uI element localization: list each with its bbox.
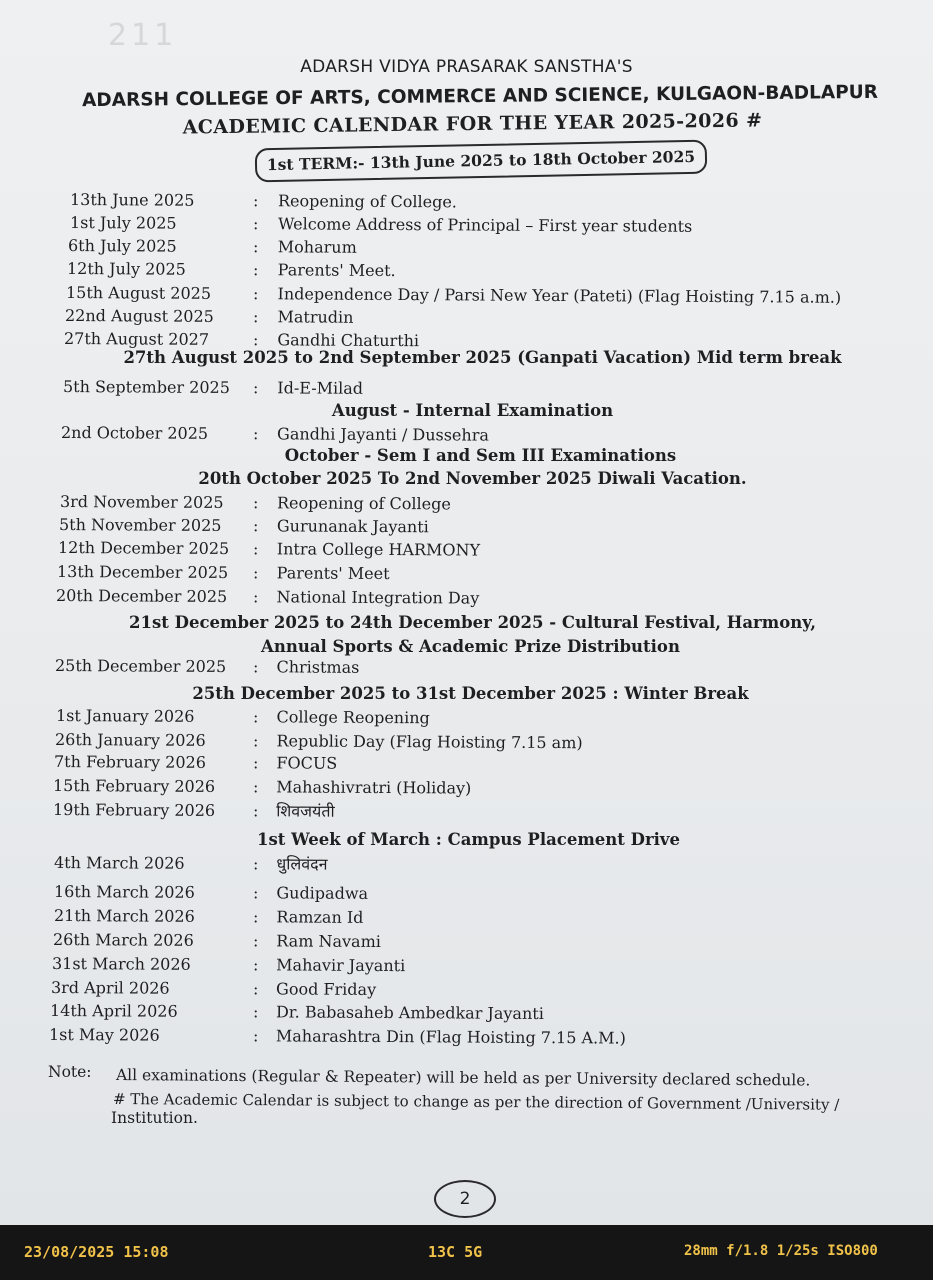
calendar-date: 3rd April 2026 — [50, 978, 170, 998]
calendar-event: Independence Day / Parsi New Year (Pateti) (Flag Hoisting 7.15 a.m.) — [277, 284, 842, 307]
calendar-date: 15th August 2025 — [65, 283, 212, 303]
calendar-separator: : — [252, 516, 259, 536]
calendar-date: 12th July 2025 — [66, 259, 186, 279]
calendar-separator: : — [252, 657, 259, 677]
calendar-row — [53, 799, 925, 826]
calendar-separator: : — [252, 979, 259, 999]
calendar-date: 6th July 2025 — [67, 236, 177, 256]
calendar-section-heading: October - Sem I and Sem III Examinations — [284, 446, 677, 465]
calendar-event: Reopening of College. — [277, 191, 457, 212]
calendar-separator: : — [252, 493, 259, 513]
calendar-event: Dr. Babasaheb Ambedkar Jayanti — [275, 1002, 544, 1024]
calendar-date: 7th February 2026 — [53, 752, 206, 772]
calendar-separator: : — [252, 883, 259, 903]
calendar-separator: : — [252, 854, 259, 874]
page-number: 2 — [434, 1180, 496, 1218]
note-line-2: # The Academic Calendar is subject to change as per the direction of Government /University / — [112, 1090, 840, 1114]
calendar-date: 5th November 2025 — [58, 515, 222, 535]
calendar-event: College Reopening — [276, 707, 430, 728]
calendar-row — [56, 705, 925, 732]
calendar-date: 26th January 2026 — [54, 730, 206, 750]
calendar-date: 1st May 2026 — [48, 1025, 160, 1045]
calendar-event: Christmas — [276, 657, 360, 677]
calendar-separator: : — [252, 801, 259, 821]
calendar-event: Maharashtra Din (Flag Hoisting 7.15 A.M.) — [275, 1026, 626, 1048]
calendar-event: FOCUS — [276, 753, 338, 773]
calendar-separator: : — [252, 307, 259, 327]
calendar-event: Intra College HARMONY — [276, 539, 481, 560]
calendar-row — [54, 852, 925, 879]
calendar-date: 19th February 2026 — [52, 800, 216, 820]
calendar-date: 14th April 2026 — [49, 1001, 178, 1021]
calendar-separator: : — [252, 330, 259, 350]
calendar-date: 16th March 2026 — [53, 882, 195, 902]
calendar-separator: : — [252, 424, 259, 444]
calendar-separator: : — [252, 587, 259, 607]
calendar-section-heading: 25th December 2025 to 31st December 2025 : Winter Break — [192, 684, 749, 703]
calendar-row — [57, 561, 925, 588]
camera-watermark-bar — [0, 1225, 933, 1280]
camera-device: 13C 5G — [428, 1243, 483, 1261]
calendar-event: Gurunanak Jayanti — [276, 516, 429, 537]
calendar-event: Gudipadwa — [276, 883, 369, 903]
calendar-date: 15th February 2026 — [52, 776, 216, 796]
calendar-separator: : — [252, 955, 259, 975]
calendar-row — [49, 1024, 925, 1051]
calendar-separator: : — [252, 1026, 259, 1046]
calendar-date: 13th December 2025 — [56, 562, 229, 583]
calendar-separator: : — [252, 260, 259, 280]
calendar-separator: : — [252, 731, 259, 751]
calendar-event: Parents' Meet — [276, 563, 390, 584]
calendar-date: 3rd November 2025 — [59, 492, 224, 512]
calendar-section-heading: Annual Sports & Academic Prize Distribution — [261, 637, 680, 656]
calendar-section-heading: 27th August 2025 to 2nd September 2025 (Ganpati Vacation) Mid term break — [123, 348, 842, 367]
calendar-row — [56, 585, 925, 612]
calendar-section-heading: 1st Week of March : Campus Placement Drive — [256, 830, 681, 849]
calendar-row — [55, 655, 925, 682]
calendar-separator: : — [252, 563, 259, 583]
calendar-event: Gandhi Chaturthi — [277, 330, 420, 351]
calendar-row — [53, 775, 925, 802]
calendar-separator: : — [252, 707, 259, 727]
faint-bleedthrough-mark: 211 — [108, 18, 178, 53]
calendar-event: Mahashivratri (Holiday) — [276, 777, 472, 798]
calendar-date: 31st March 2026 — [51, 954, 191, 974]
calendar-date: 12th December 2025 — [57, 538, 230, 559]
calendar-section-heading: August - Internal Examination — [331, 401, 614, 420]
calendar-section-heading: 21st December 2025 to 24th December 2025 - Cultural Festival, Harmony, — [129, 613, 816, 632]
calendar-row — [52, 953, 925, 980]
calendar-date: 26th March 2026 — [52, 930, 194, 950]
calendar-event: National Integration Day — [276, 587, 480, 608]
calendar-event: Republic Day (Flag Hoisting 7.15 am) — [276, 731, 583, 753]
calendar-separator: : — [252, 284, 259, 304]
calendar-row — [54, 881, 925, 908]
calendar-date: 1st January 2026 — [55, 706, 195, 726]
society-name: ADARSH VIDYA PRASARAK SANSTHA'S — [300, 57, 633, 77]
calendar-row — [58, 537, 925, 564]
calendar-event: Good Friday — [276, 979, 377, 999]
calendar-date: 21th March 2026 — [53, 906, 195, 926]
calendar-separator: : — [252, 907, 259, 927]
calendar-date: 22nd August 2025 — [64, 306, 214, 326]
calendar-date: 2nd October 2025 — [60, 423, 209, 443]
calendar-section-heading: 20th October 2025 To 2nd November 2025 Diwali Vacation. — [198, 469, 747, 488]
calendar-event: Welcome Address of Principal – First year students — [277, 214, 693, 236]
calendar-event: Matrudin — [277, 307, 354, 327]
calendar-event: Reopening of College — [276, 493, 451, 514]
calendar-event: Mahavir Jayanti — [276, 955, 406, 976]
calendar-row — [67, 258, 925, 285]
calendar-row — [54, 751, 925, 778]
calendar-event: Gandhi Jayanti / Dussehra — [277, 424, 489, 445]
calendar-separator: : — [252, 378, 259, 398]
calendar-separator: : — [252, 237, 259, 257]
calendar-event: Ramzan Id — [276, 907, 364, 927]
term-badge: 1st TERM:- 13th June 2025 to 18th October 2025 — [255, 140, 708, 183]
calendar-separator: : — [252, 1002, 259, 1022]
calendar-row — [54, 905, 925, 932]
calendar-event: Ram Navami — [276, 931, 381, 952]
calendar-separator: : — [252, 191, 259, 211]
calendar-date: 13th June 2025 — [69, 190, 195, 210]
calendar-separator: : — [252, 753, 259, 773]
camera-timestamp: 23/08/2025 15:08 — [24, 1243, 169, 1261]
calendar-row — [53, 929, 925, 956]
note-label: Note: — [48, 1063, 92, 1081]
calendar-date: 20th December 2025 — [55, 586, 228, 607]
calendar-event: Parents' Meet. — [277, 260, 396, 281]
note-line-1: All examinations (Regular & Repeater) will be held as per University declared schedule. — [115, 1066, 811, 1090]
calendar-event: शिवजयंती — [276, 801, 335, 821]
calendar-row — [50, 1000, 925, 1027]
calendar-separator: : — [252, 214, 259, 234]
calendar-separator: : — [252, 777, 259, 797]
calendar-date: 1st July 2025 — [69, 213, 177, 233]
camera-settings: 28mm f/1.8 1/25s ISO800 — [684, 1243, 878, 1259]
calendar-title: ACADEMIC CALENDAR FOR THE YEAR 2025-2026 # — [182, 109, 763, 139]
calendar-separator: : — [252, 931, 259, 951]
calendar-date: 25th December 2025 — [54, 656, 227, 677]
calendar-event: Moharum — [277, 237, 357, 257]
calendar-date: 4th March 2026 — [53, 853, 185, 873]
college-name: ADARSH COLLEGE OF ARTS, COMMERCE AND SCIENCE, KULGAON-BADLAPUR — [81, 81, 879, 112]
calendar-date: 5th September 2025 — [62, 377, 230, 398]
calendar-date: 27th August 2027 — [63, 329, 210, 349]
calendar-event: धुलिवंदन — [276, 854, 328, 874]
calendar-event: Id-E-Milad — [277, 378, 364, 398]
calendar-separator: : — [252, 539, 259, 559]
note-line-3: Institution. — [111, 1109, 198, 1127]
